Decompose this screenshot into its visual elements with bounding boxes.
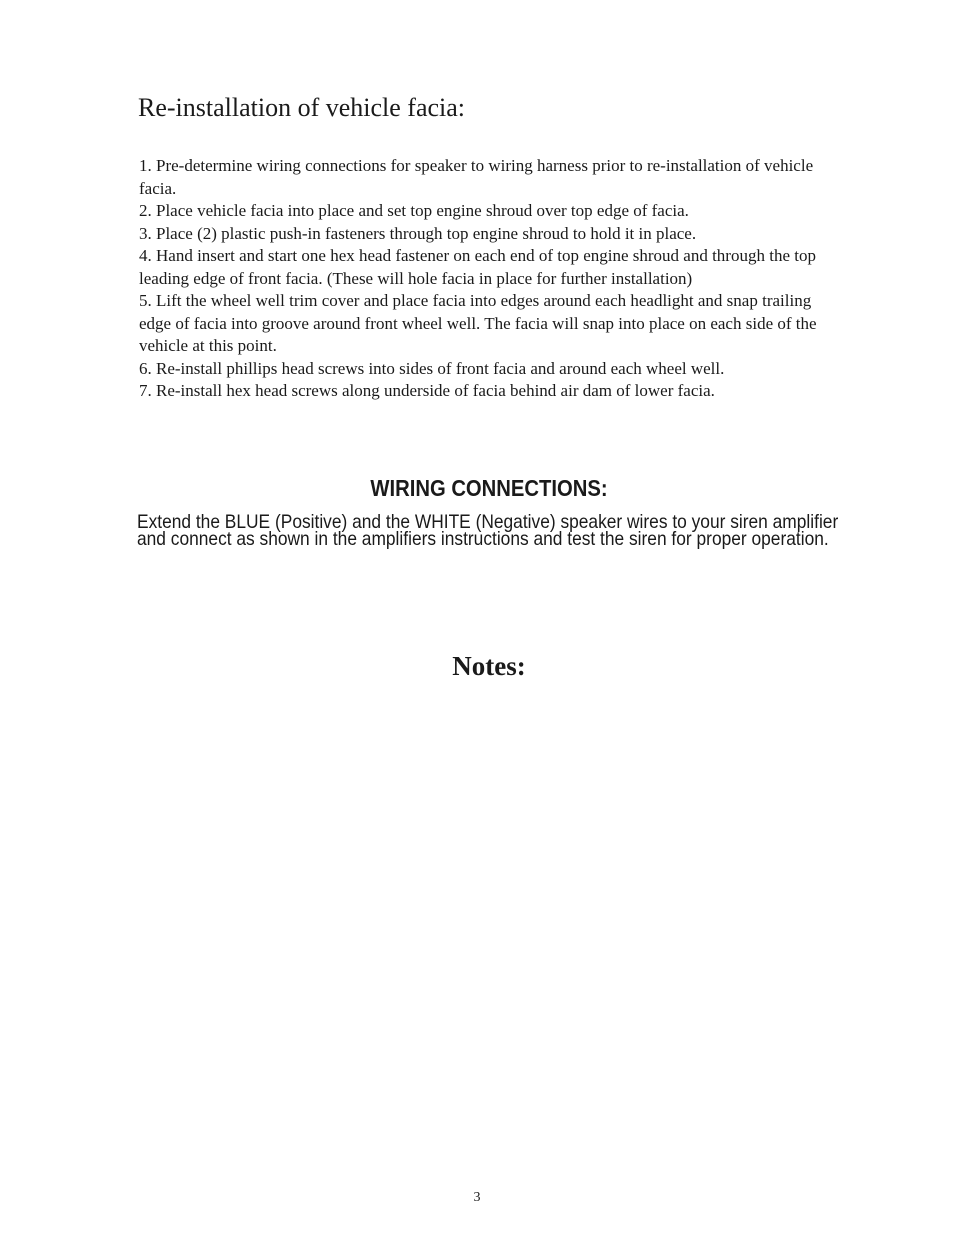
page-number: 3 [473, 1190, 481, 1205]
installation-steps-list [139, 155, 839, 403]
step-item: 1. Pre-determine wiring connections for speaker to wiring harness prior to re-installation of vehicle facia. [139, 156, 814, 198]
section-title: Re-installation of vehicle facia: [138, 93, 466, 122]
step-item: 7. Re-install hex head screws along underside of facia behind air dam of lower facia. [139, 381, 715, 400]
notes-heading: Notes: [452, 651, 526, 681]
step-item: 5. Lift the wheel well trim cover and place facia into edges around each headlight and snap trailing edge of facia into groove around front wheel well. The facia will snap into place on each side of the vehicle at this point. [139, 291, 817, 355]
step-item: 2. Place vehicle facia into place and set top engine shroud over top edge of facia. [139, 201, 689, 220]
wiring-connections-heading: WIRING CONNECTIONS: [370, 475, 608, 501]
step-item: 3. Place (2) plastic push-in fasteners through top engine shroud to hold it in place. [139, 223, 697, 243]
wiring-instructions-text: Extend the BLUE (Positive) and the WHITE (Negative) speaker wires to your siren amplifier and connect as shown in the amplifiers instructions and test the siren for proper operation. [137, 511, 839, 550]
step-item: 4. Hand insert and start one hex head fastener on each end of top engine shroud and through the top leading edge of front facia. (These will hole facia in place for further installation) [139, 246, 816, 288]
step-item: 6. Re-install phillips head screws into sides of front facia and around each wheel well. [139, 358, 725, 378]
